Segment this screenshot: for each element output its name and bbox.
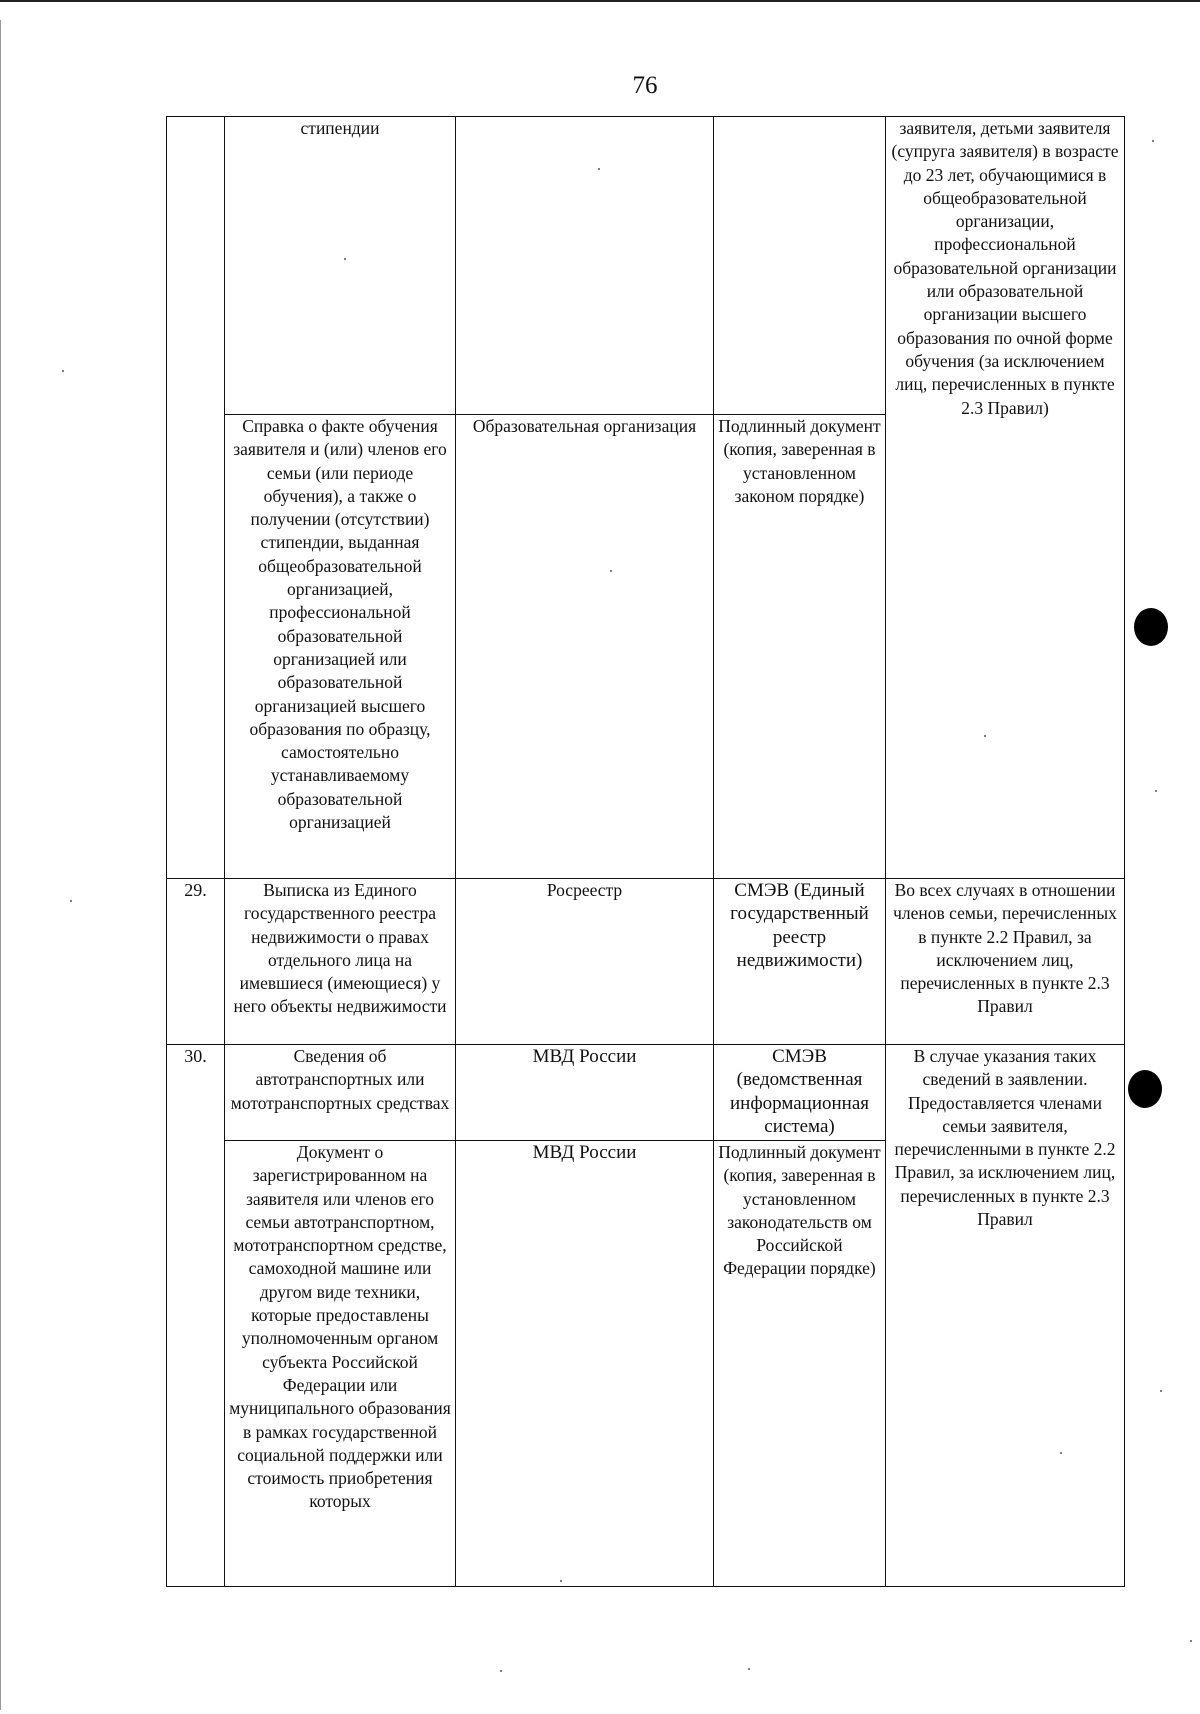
scan-speck: [1152, 140, 1154, 142]
scan-speck: [598, 168, 600, 170]
punch-hole-dot: [1134, 608, 1168, 646]
row-number-cell: [167, 879, 225, 1045]
scan-speck: [344, 258, 346, 260]
document-source: Образовательная организация: [472, 416, 697, 436]
table-row: [167, 879, 1125, 1045]
note-text: Во всех случаях в отношении членов семьи, перечисленных в пункте 2.2 Правил, за исключением лиц, перечисленных в пункте 2.3 Правил: [893, 880, 1117, 1017]
scan-top-edge: [0, 0, 1200, 2]
form-cell: [714, 117, 886, 415]
note-cell: [886, 117, 1125, 879]
source-cell: [456, 1141, 714, 1587]
scan-speck: [984, 735, 986, 737]
documents-table: [166, 116, 1125, 1587]
document-form: СМЭВ (Единый государственный реестр недвижимости): [730, 880, 869, 971]
table-row: [167, 1045, 1125, 1141]
document-name: Выписка из Единого государственного реестра недвижимости о правах отдельного лица на имевшиеся (имеющиеся) у него объекты недвижимости: [233, 880, 447, 1017]
document-name: Документ о зарегистрированном на заявителя или членов его семьи автотранспортном, мототранспортном средстве, самоходной машине или другом виде техники, которые предоставлены уполномоченным органом субъекта Российской Федерации или муниципального образования в рамках государственной социальной поддержки или стоимость приобретения которых: [229, 1142, 451, 1512]
source-cell: [456, 415, 714, 879]
source-cell: [456, 879, 714, 1045]
document-name-cell: [225, 415, 456, 879]
page-number: 76: [632, 72, 658, 99]
form-cell: [714, 1141, 886, 1587]
scan-speck: [62, 370, 64, 372]
note-cell: [886, 879, 1125, 1045]
scan-speck: [1060, 1452, 1062, 1454]
document-form: Подлинный документ (копия, заверенная в установленном законом порядке): [718, 416, 881, 506]
document-source: МВД России: [532, 1046, 637, 1067]
scan-speck: [1190, 1640, 1192, 1642]
document-form: Подлинный документ (копия, заверенная в установленном законодательств ом Российской Федерации порядке): [718, 1142, 881, 1279]
row-number: 29.: [184, 880, 207, 900]
scan-speck: [560, 1580, 562, 1582]
document-source: МВД России: [532, 1142, 637, 1163]
scan-speck: [1160, 1390, 1162, 1392]
row-number: 30.: [184, 1046, 207, 1066]
form-cell: [714, 415, 886, 879]
scan-speck: [748, 1668, 750, 1670]
document-name: Справка о факте обучения заявителя и (или) членов его семьи (или периоде обучения), а также о получении (отсутствии) стипендии, выданная общеобразовательной организацией, профессиональной образовательной организацией или образовательной организацией высшего образования по образцу, самостоятельно устанавливаемому образовательной организацией: [233, 416, 447, 833]
scan-speck: [500, 1670, 502, 1672]
row-number-cell: [167, 1045, 225, 1587]
document-name-cell: [225, 117, 456, 415]
scan-speck: [1155, 790, 1157, 792]
document-name-cell: [225, 879, 456, 1045]
punch-hole-dot: [1128, 1070, 1162, 1108]
scan-speck: [610, 570, 612, 572]
source-cell: [456, 1045, 714, 1141]
row-number-cell: [167, 117, 225, 879]
document-source: Росреестр: [546, 880, 623, 900]
scan-left-edge: [0, 20, 1, 1710]
table-row: [167, 117, 1125, 415]
note-cell: [886, 1045, 1125, 1587]
document-name-cell: [225, 1141, 456, 1587]
form-cell: [714, 879, 886, 1045]
document-form: СМЭВ (ведомственная информационная система): [729, 1046, 870, 1137]
scan-speck: [70, 900, 72, 902]
source-cell: [456, 117, 714, 415]
document-name: стипендии: [300, 118, 380, 138]
form-cell: [714, 1045, 886, 1141]
document-name-cell: [225, 1045, 456, 1141]
note-text: заявителя, детьми заявителя (супруга заявителя) в возрасте до 23 лет, обучающимися в общеобразовательной организации, профессиональной образовательной организации или образовательной организации высшего образования по очной форме обучения (за исключением лиц, перечисленных в пункте 2.3 Правил): [891, 118, 1119, 418]
note-text: В случае указания таких сведений в заявлении. Предоставляется членами семьи заявителя, перечисленными в пункте 2.2 Правил, за исключением лиц, перечисленных в пункте 2.3 Правил: [894, 1046, 1116, 1230]
document-name: Сведения об автотранспортных или мототранспортных средствах: [230, 1046, 450, 1113]
